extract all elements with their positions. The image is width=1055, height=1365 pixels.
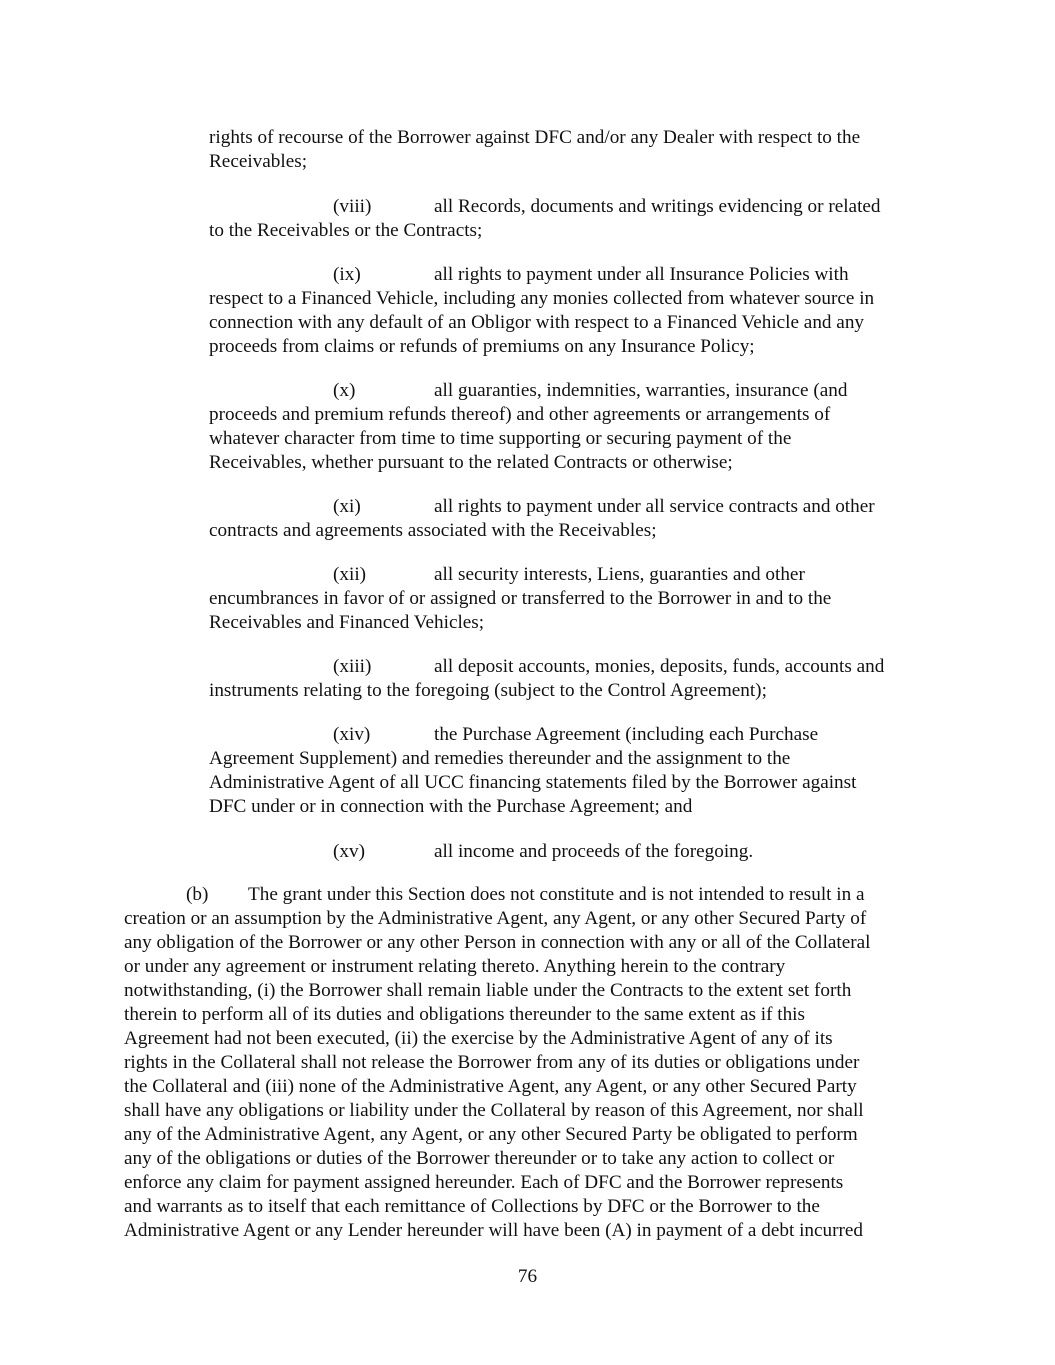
text-line: all Records, documents and writings evidencing or related	[434, 196, 881, 217]
section-number: (b)	[186, 884, 209, 905]
item-number: (xi)	[333, 496, 361, 517]
text-line: contracts and agreements associated with the Receivables;	[209, 520, 657, 541]
text-line: Agreement had not been executed, (ii) the exercise by the Administrative Agent of any of its	[124, 1028, 833, 1049]
text-line: to the Receivables or the Contracts;	[209, 220, 483, 241]
text-line: all rights to payment under all service contracts and other	[434, 496, 875, 517]
text-line: proceeds from claims or refunds of premiums on any Insurance Policy;	[209, 336, 755, 357]
text-line: Agreement Supplement) and remedies thereunder and the assignment to the	[209, 748, 791, 769]
text-line: Receivables;	[209, 151, 308, 172]
item-number: (xii)	[333, 564, 367, 585]
text-line: proceeds and premium refunds thereof) and other agreements or arrangements of	[209, 404, 831, 425]
text-line: the Collateral and (iii) none of the Administrative Agent, any Agent, or any other Secured Party	[124, 1076, 857, 1097]
text-line: DFC under or in connection with the Purchase Agreement; and	[209, 796, 693, 817]
text-line: shall have any obligations or liability under the Collateral by reason of this Agreement, nor shall	[124, 1100, 864, 1121]
page-number: 76	[517, 1266, 538, 1287]
text-line: enforce any claim for payment assigned hereunder. Each of DFC and the Borrower represents	[124, 1172, 844, 1193]
item-number: (ix)	[333, 264, 361, 285]
text-line: any of the Administrative Agent, any Agent, or any other Secured Party be obligated to perform	[124, 1124, 858, 1145]
text-line: all security interests, Liens, guaranties and other	[434, 564, 805, 585]
item-number: (xiv)	[333, 724, 371, 745]
text-line: creation or an assumption by the Administrative Agent, any Agent, or any other Secured Party of	[124, 908, 867, 929]
text-line: therein to perform all of its duties and obligations thereunder to the same extent as if this	[124, 1004, 805, 1025]
text-line: whatever character from time to time supporting or securing payment of the	[209, 428, 792, 449]
text-line: The grant under this Section does not constitute and is not intended to result in a	[248, 884, 865, 905]
text-line: Administrative Agent of all UCC financing statements filed by the Borrower against	[209, 772, 857, 793]
text-line: Administrative Agent or any Lender hereunder will have been (A) in payment of a debt incurred	[124, 1220, 863, 1241]
text-line: or under any agreement or instrument relating thereto. Anything herein to the contrary	[124, 956, 786, 977]
item-number: (x)	[333, 380, 356, 401]
text-line: all guaranties, indemnities, warranties, insurance (and	[434, 380, 848, 401]
text-line: all rights to payment under all Insurance Policies with	[434, 264, 849, 285]
text-line: any obligation of the Borrower or any other Person in connection with any or all of the Collateral	[124, 932, 871, 953]
item-number: (viii)	[333, 196, 372, 217]
item-number: (xiii)	[333, 656, 372, 677]
text-line: all deposit accounts, monies, deposits, funds, accounts and	[434, 656, 885, 677]
text-line: instruments relating to the foregoing (subject to the Control Agreement);	[209, 680, 767, 701]
text-line: connection with any default of an Obligor with respect to a Financed Vehicle and any	[209, 312, 865, 333]
item-number: (xv)	[333, 841, 365, 862]
text-line: rights in the Collateral shall not release the Borrower from any of its duties or obligations under	[124, 1052, 860, 1073]
text-line: notwithstanding, (i) the Borrower shall remain liable under the Contracts to the extent set forth	[124, 980, 852, 1001]
text-line: respect to a Financed Vehicle, including any monies collected from whatever source in	[209, 288, 875, 309]
text-line: and warrants as to itself that each remittance of Collections by DFC or the Borrower to the	[124, 1196, 820, 1217]
text-line: encumbrances in favor of or assigned or transferred to the Borrower in and to the	[209, 588, 832, 609]
text-line: rights of recourse of the Borrower against DFC and/or any Dealer with respect to the	[209, 127, 861, 148]
text-line: the Purchase Agreement (including each Purchase	[434, 724, 819, 745]
text-line: Receivables, whether pursuant to the related Contracts or otherwise;	[209, 452, 733, 473]
text-line: all income and proceeds of the foregoing.	[434, 841, 754, 862]
text-line: any of the obligations or duties of the Borrower thereunder or to take any action to collect or	[124, 1148, 835, 1169]
text-line: Receivables and Financed Vehicles;	[209, 612, 485, 633]
